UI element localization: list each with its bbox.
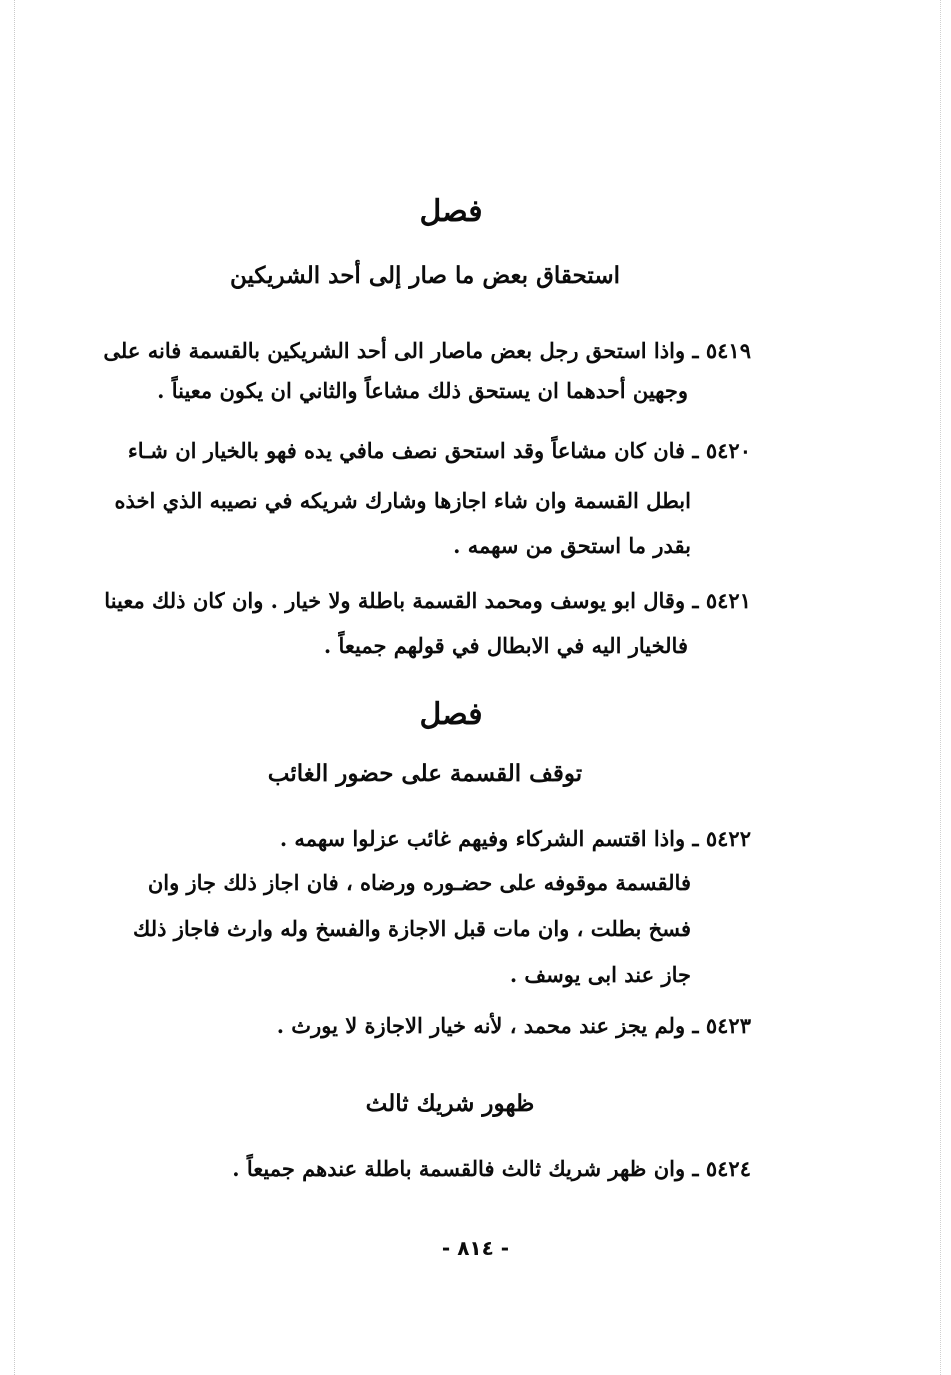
section-subtitle-2: توقف القسمة على حضور الغائب [267, 760, 583, 787]
paragraph-5424-line-1: ٥٤٢٤ ـ وان ظهر شريك ثالث فالقسمة باطلة عندهم جميعاً . [232, 1156, 751, 1181]
paragraph-5420-line-2: ابطل القسمة وان شاء اجازها وشارك شريكه في نصيبه الذي اخذه [114, 488, 691, 513]
paragraph-5422-line-2: فالقسمة موقوفه على حضـوره ورضاه ، فان اجاز ذلك جاز وان [147, 870, 691, 895]
page-number: - ٨١٤ - [441, 1236, 510, 1260]
section-heading-text: فصل [419, 194, 483, 229]
paragraph-5421-line-2: فالخيار اليه في الابطال في قولهم جميعاً . [323, 633, 688, 658]
scan-edge-left [14, 0, 15, 1375]
paragraph-5422-line-3: فسخ بطلت ، وان مات قبل الاجازة والفسخ وله وارث فاجاز ذلك [133, 916, 691, 941]
paragraph-5422-line-4: جاز عند ابى يوسف . [509, 962, 691, 987]
section-heading-fasl-2 [351, 697, 551, 732]
paragraph-5423-line-1: ٥٤٢٣ ـ ولم يجز عند محمد ، لأنه خيار الاجازة لا يورث . [276, 1013, 751, 1038]
section-heading-fasl-1 [351, 194, 551, 229]
section-subtitle-1: استحقاق بعض ما صار إلى أحد الشريكين [229, 262, 621, 289]
section-subtitle-3: ظهور شريك ثالث [365, 1090, 535, 1117]
scan-edge-right [940, 0, 941, 1375]
paragraph-5420-line-1: ٥٤٢٠ ـ فان كان مشاعاً وقد استحق نصف مافي يده فهو بالخيار ان شـاء [127, 438, 751, 463]
paragraph-5419-line-1: ٥٤١٩ ـ واذا استحق رجل بعض ماصار الى أحد الشريكين بالقسمة فانه على [103, 338, 751, 363]
paragraph-5421-line-1: ٥٤٢١ ـ وقال ابو يوسف ومحمد القسمة باطلة ولا خيار . وان كان ذلك معينا [104, 588, 751, 613]
paragraph-5420-line-3: بقدر ما استحق من سهمه . [453, 533, 691, 558]
section-heading-text: فصل [419, 697, 483, 732]
paragraph-5419-line-2: وجهين أحدهما ان يستحق ذلك مشاعاً والثاني ان يكون معيناً . [157, 378, 688, 403]
paragraph-5422-line-1: ٥٤٢٢ ـ واذا اقتسم الشركاء وفيهم غائب عزلوا سهمه . [279, 826, 751, 851]
